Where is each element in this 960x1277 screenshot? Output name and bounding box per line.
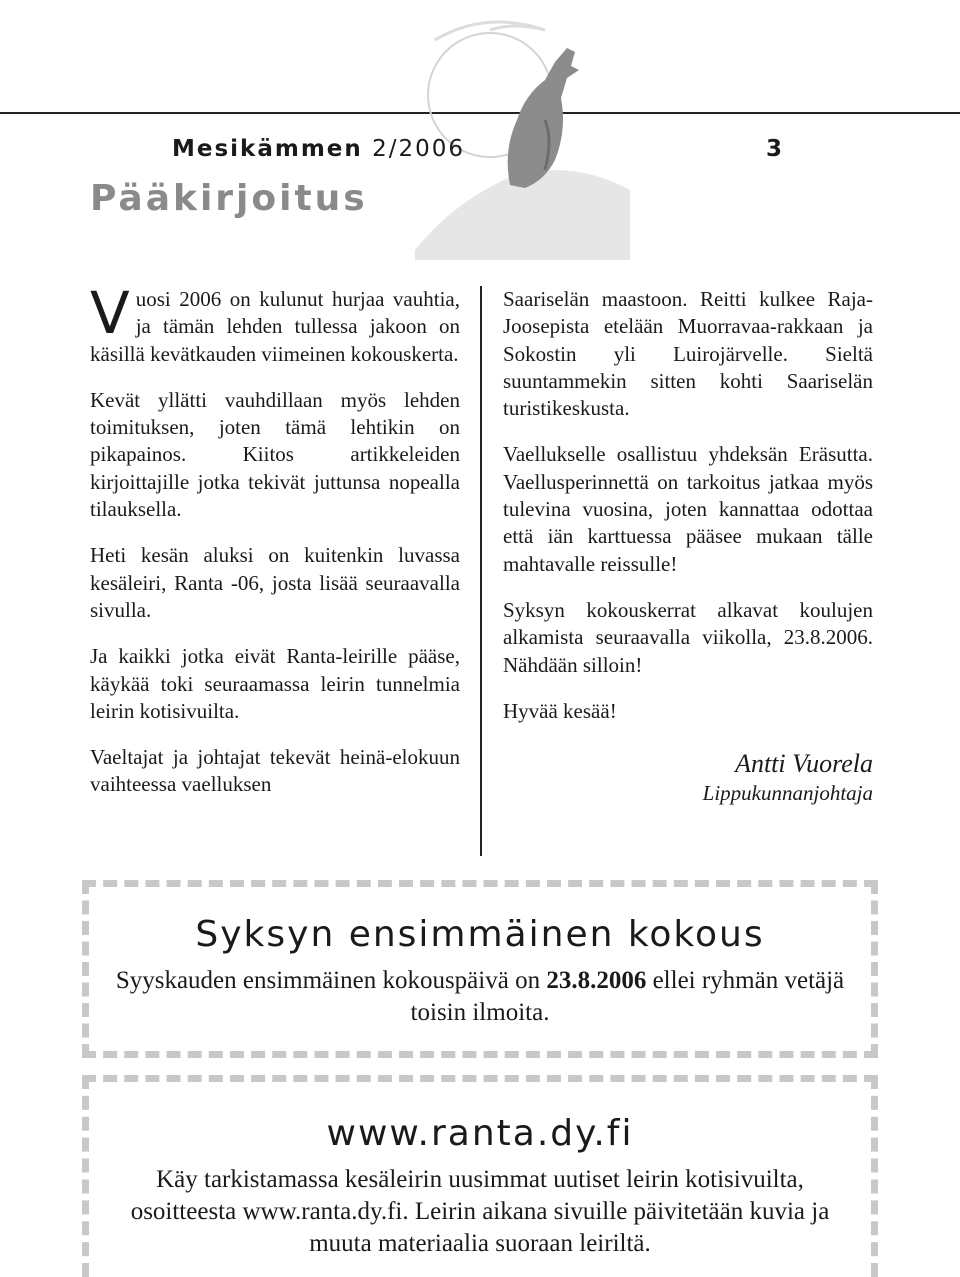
signature-name: Antti Vuorela [735,749,873,779]
notice-title: Syksyn ensimmäinen kokous [195,914,765,955]
column-divider [480,286,482,856]
paragraph-text: uosi 2006 on kulunut hurjaa vauhtia, ja tämän lehden tullessa jakoon on käsillä kevätkauden viimeinen kokouskerta. [90,287,460,366]
issue-number: 2/2006 [372,136,466,162]
paragraph: Saariselän maastoon. Reitti kulkee Raja-Joosepista etelään Muorravaa-rakkaan ja Sokostin yli Luirojärvelle. Sieltä suuntammekin sitten kohti Saariselän turistikeskusta. [503,287,873,421]
paragraph: Hyvää kesää! [503,698,617,723]
drop-cap: V [90,279,130,347]
paragraph: Heti kesän aluksi on kuitenkin luvassa kesäleiri, Ranta -06, josta lisää seuraavalla sivulla. [90,543,460,622]
signature [503,749,873,807]
notice-text-part: ellei ryhmän vetäjä toisin ilmoita. [410,967,845,1026]
paragraph: Kevät yllätti vauhdillaan myös lehden toimituksen, joten tämä lehtikin on pikapainos. Kiitos artikkeleiden kirjoittajille jotka tekivät juttunsa nopealla tilauksella. [90,387,460,522]
article-column-right [503,286,873,807]
notice-box-first-meeting [82,880,878,1058]
running-header [172,136,784,162]
magazine-name: Mesikämmen [172,136,363,162]
notice-text [109,965,851,1029]
paragraph: Syksyn kokouskerrat alkavat koulujen alkamista seuraavalla viikolla, 23.8.2006. Nähdään silloin! [503,597,873,677]
notice-box-website [82,1075,878,1277]
article-column-left [90,279,460,818]
paragraph: Ja kaikki jotka eivät Ranta-leirille pääse, käykää toki seuraamassa leirin tunnelmia leirin kotisivuilta. [90,644,460,723]
website-text: Käy tarkistamassa kesäleirin uusimmat uutiset leirin kotisivuilta, osoitteesta www.ranta.dy.fi. Leirin aikana sivuille päivitetään kuvia ja muuta materiaalia suoraan leiriltä. [130,1166,830,1257]
howling-wolf-moon-logo [395,0,635,260]
website-title: www.ranta.dy.fi [326,1113,634,1154]
notice-text-part: Syyskauden ensimmäinen kokouspäivä on [115,967,547,994]
signature-role: Lippukunnanjohtaja [702,781,873,806]
paragraph: Vaeltajat ja johtajat tekevät heinä-elokuun vaihteessa vaelluksen [90,745,460,797]
section-title: Pääkirjoitus [90,178,368,219]
page-number: 3 [765,136,784,162]
notice-date: 23.8.2006 [546,967,647,994]
paragraph [90,279,460,368]
paragraph: Vaellukselle osallistuu yhdeksän Eräsutta. Vaellusperinnettä on tarkoitus jatkaa myös tulevina vuosina, joten kannattaa odottaa että iän karttuessa pääsee mukaan tälle mahtavalle reissulle! [503,442,873,576]
